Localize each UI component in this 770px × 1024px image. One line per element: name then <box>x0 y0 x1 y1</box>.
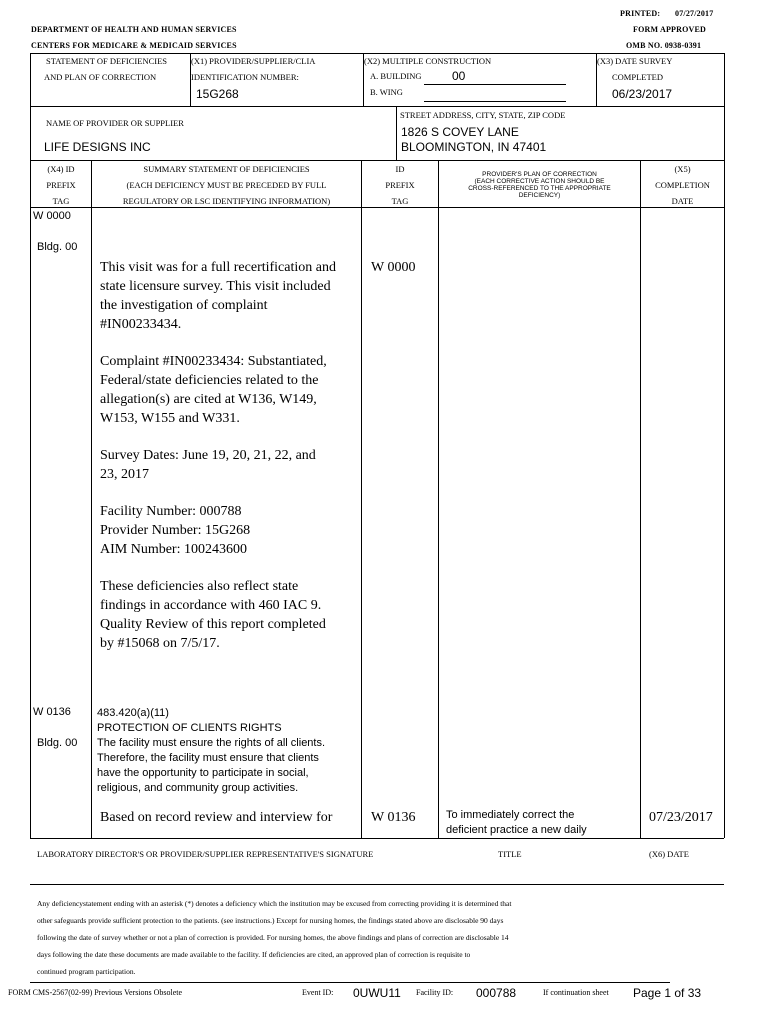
plan-header-1: PROVIDER'S PLAN OF CORRECTION <box>482 171 597 178</box>
disclaimer-line-4: days following the date these documents are made available to the facility. If deficiencies are cited, an approved plan of correction is requisite to <box>37 950 471 959</box>
provider-id: 15G268 <box>196 87 239 101</box>
disclaimer-line-3: following the date of survey whether or not a plan of correction is provided. For nursing homes, the above findings and plans of correction are disclosable 14 <box>37 933 509 942</box>
w0000-bldg: Bldg. 00 <box>37 241 78 253</box>
plan-text-2: deficient practice a new daily <box>446 824 587 836</box>
summary-paragraph-5: These deficiencies also reflect state findings in accordance with 460 IAC 9. Quality Review of this report completed by #15068 on 7/5/17. <box>100 579 326 651</box>
plan-text-1: To immediately correct the <box>446 809 575 821</box>
event-id-label: Event ID: <box>302 988 334 997</box>
x3-label-1: (X3) DATE SURVEY <box>597 56 673 66</box>
x4-header-1: (X4) ID <box>47 164 75 174</box>
form-approved: FORM APPROVED <box>633 25 707 34</box>
omb-number: OMB NO. 0938-0391 <box>626 41 702 50</box>
w0136-regulation <box>97 706 327 796</box>
address-line-1: 1826 S COVEY LANE <box>401 125 519 139</box>
event-id-value: 0UWU11 <box>353 986 401 1000</box>
plan-header-3: CROSS-REFERENCED TO THE APPROPRIATE <box>468 185 611 192</box>
plan-of-correction <box>446 808 587 838</box>
building-label: A. BUILDING <box>370 71 422 81</box>
plan-header <box>439 171 640 199</box>
id-header-1: ID <box>395 164 405 174</box>
regulation-text: The facility must ensure the rights of all clients. Therefore, the facility must ensure that clients have the opportunity to participate in social, religious, and community group activities. <box>97 737 326 794</box>
survey-date: 06/23/2017 <box>612 87 673 101</box>
w0136-bldg: Bldg. 00 <box>37 737 78 749</box>
wing-underline <box>424 101 566 102</box>
id-header-2: PREFIX <box>385 180 415 190</box>
regulation-citation: 483.420(a)(11) <box>97 707 169 719</box>
x6-date-label: (X6) DATE <box>649 849 689 859</box>
x5-header-3: DATE <box>671 196 694 206</box>
building-underline <box>424 84 566 85</box>
summary-paragraph-3: Survey Dates: June 19, 20, 21, 22, and 23, 2017 <box>100 448 316 482</box>
provider-name-label: NAME OF PROVIDER OR SUPPLIER <box>46 118 184 128</box>
plan-header-2: (EACH CORRECTIVE ACTION SHOULD BE <box>474 178 605 185</box>
director-signature-label: LABORATORY DIRECTOR'S OR PROVIDER/SUPPLIER REPRESENTATIVE'S SIGNATURE <box>37 849 374 859</box>
summary-header-2: (EACH DEFICIENCY MUST BE PRECEDED BY FULL <box>126 180 327 190</box>
form-number: FORM CMS-2567(02-99) Previous Versions Obsolete <box>8 988 183 997</box>
x3-label-2: COMPLETED <box>612 72 663 82</box>
continuation-label: If continuation sheet <box>543 988 609 997</box>
summary-header-3: REGULATORY OR LSC IDENTIFYING INFORMATION) <box>122 196 331 206</box>
disclaimer <box>37 895 717 980</box>
aim-number-line: AIM Number: 100243600 <box>100 542 247 557</box>
x1-label-1: (X1) PROVIDER/SUPPLIER/CLIA <box>191 56 316 66</box>
facility-id-label: Facility ID: <box>416 988 454 997</box>
provider-number-line: Provider Number: 15G268 <box>100 523 251 538</box>
x5-header-1: (X5) <box>674 164 691 174</box>
id-header-3: TAG <box>391 196 409 206</box>
statement-label-2: AND PLAN OF CORRECTION <box>44 72 157 82</box>
x5-header-2: COMPLETION <box>655 180 710 190</box>
address-label: STREET ADDRESS, CITY, STATE, ZIP CODE <box>400 110 566 120</box>
centers-title: CENTERS FOR MEDICARE & MEDICAID SERVICES <box>31 41 237 50</box>
summary-paragraph-1: This visit was for a full recertification and state licensure survey. This visit included the investigation of complaint #IN00233434. <box>100 260 336 332</box>
statement-label-1: STATEMENT OF DEFICIENCIES <box>46 56 168 66</box>
facility-number-line: Facility Number: 000788 <box>100 504 242 519</box>
building-value: 00 <box>452 69 466 83</box>
disclaimer-line-2: other safeguards provide sufficient protection to the patients. (see instructions.) Except for nursing homes, the findings stated above are disclosable 90 days <box>37 916 504 925</box>
w0000-summary <box>100 258 338 653</box>
w0136-right-tag: W 0136 <box>371 810 416 825</box>
summary-header-1: SUMMARY STATEMENT OF DEFICIENCIES <box>143 164 310 174</box>
facility-id-value: 000788 <box>476 986 517 1000</box>
x2-label: (X2) MULTIPLE CONSTRUCTION <box>364 56 492 66</box>
printed-date: 07/27/2017 <box>675 9 714 18</box>
address-line-2: BLOOMINGTON, IN 47401 <box>401 140 547 154</box>
title-label: TITLE <box>498 849 522 859</box>
x1-label-2: IDENTIFICATION NUMBER: <box>191 72 299 82</box>
plan-header-4: DEFICIENCY) <box>518 192 561 199</box>
printed-label: PRINTED: <box>620 9 661 18</box>
w0136-finding: Based on record review and interview for <box>100 810 333 825</box>
completion-date: 07/23/2017 <box>649 810 713 825</box>
summary-paragraph-2: Complaint #IN00233434: Substantiated, Federal/state deficiencies related to the allegation(s) are cited at W136, W149, W153, W155 and W331. <box>100 354 327 426</box>
disclaimer-line-5: continued program participation. <box>37 967 136 976</box>
x4-header-2: PREFIX <box>46 180 76 190</box>
wing-label: B. WING <box>370 87 403 97</box>
regulation-title: PROTECTION OF CLIENTS RIGHTS <box>97 722 282 734</box>
w0000-tag: W 0000 <box>33 210 71 222</box>
w0136-tag: W 0136 <box>33 706 71 718</box>
provider-name: LIFE DESIGNS INC <box>44 140 151 154</box>
department-title: DEPARTMENT OF HEALTH AND HUMAN SERVICES <box>31 25 237 34</box>
page-number: Page 1 of 33 <box>633 986 702 1000</box>
disclaimer-line-1: Any deficiencystatement ending with an asterisk (*) denotes a deficiency which the institution may be excused from correcting providing it is determined that <box>37 899 512 908</box>
w0000-right-tag: W 0000 <box>371 260 416 275</box>
x4-header-3: TAG <box>52 196 70 206</box>
